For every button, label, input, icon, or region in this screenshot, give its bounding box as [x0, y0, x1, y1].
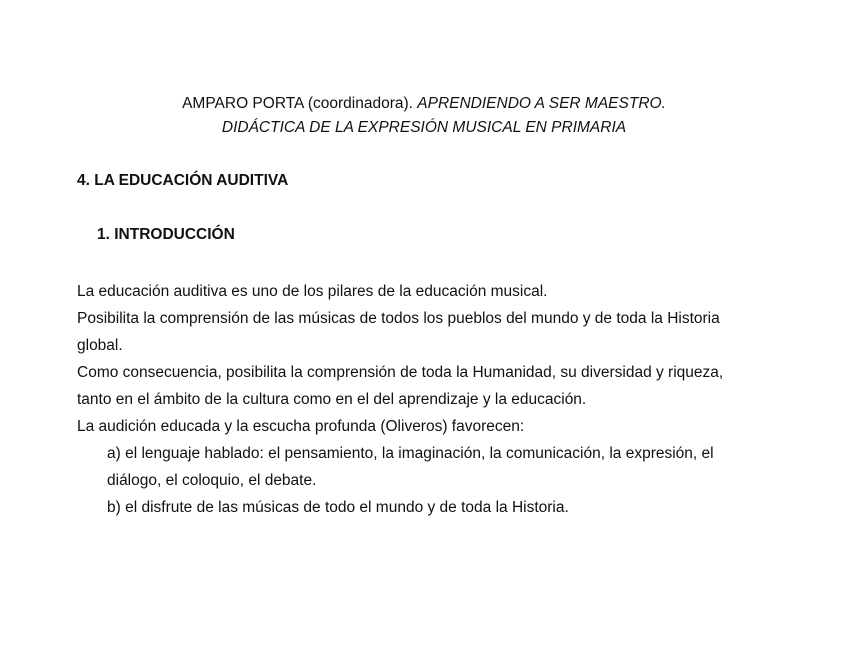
- author-credit: AMPARO PORTA (coordinadora).: [182, 95, 413, 112]
- document-header: [0, 92, 848, 140]
- list-item: a) el lenguaje hablado: el pensamiento, la imaginación, la comunicación, la expresión, el diálogo, el coloquio, el debate.: [107, 445, 714, 489]
- book-title-part-1: APRENDIENDO A SER MAESTRO.: [417, 95, 666, 112]
- paragraph: La educación auditiva es uno de los pilares de la educación musical.: [77, 283, 548, 300]
- paragraph: La audición educada y la escucha profunda (Oliveros) favorecen:: [77, 418, 525, 435]
- chapter-heading: 4. LA EDUCACIÓN AUDITIVA: [77, 172, 289, 189]
- paragraph: Como consecuencia, posibilita la comprensión de toda la Humanidad, su diversidad y riqueza, tanto en el ámbito de la cultura como en el del aprendizaje y la educación.: [77, 364, 724, 408]
- paragraph: Posibilita la comprensión de las músicas de todos los pueblos del mundo y de toda la Historia global.: [77, 310, 720, 354]
- list-item: b) el disfrute de las músicas de todo el mundo y de toda la Historia.: [107, 499, 569, 516]
- section-heading: 1. INTRODUCCIÓN: [97, 226, 235, 243]
- header-line-1: [0, 92, 848, 116]
- body-text: [77, 278, 757, 521]
- book-title-part-2: DIDÁCTICA DE LA EXPRESIÓN MUSICAL EN PRIMARIA: [221, 119, 627, 136]
